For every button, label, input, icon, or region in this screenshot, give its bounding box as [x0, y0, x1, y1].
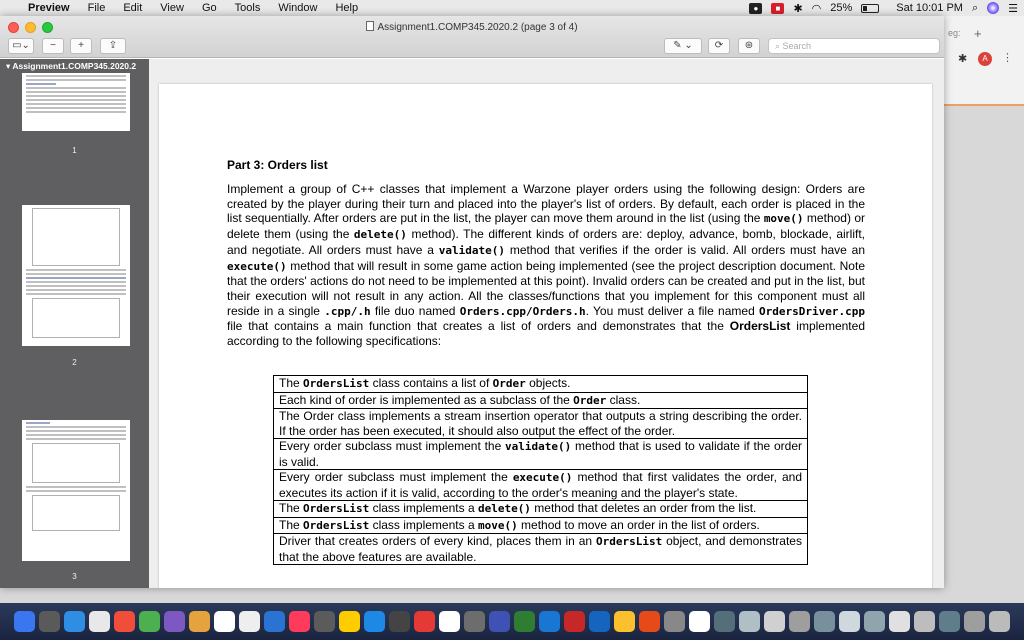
text-run: Every order subclass must implement the: [279, 439, 506, 453]
preview-window: [0, 16, 944, 588]
text-run: class implements a: [369, 517, 478, 532]
text-run: objects.: [525, 376, 571, 390]
table-row: [274, 470, 808, 501]
sidebar-doc-title[interactable]: ▾ Assignment1.COMP345.2020.2: [6, 61, 137, 71]
text-run: The: [279, 517, 304, 532]
dock-app-icon[interactable]: [814, 611, 835, 632]
text-run: method that deletes an order from the list.: [530, 501, 757, 515]
markup-pen-button[interactable]: ✎ ⌄: [664, 38, 702, 54]
dock-app-icon[interactable]: [314, 611, 335, 632]
dock-app-icon[interactable]: [664, 611, 685, 632]
dock-app-icon[interactable]: [714, 611, 735, 632]
table-row: [274, 501, 808, 518]
text-run: The: [279, 501, 304, 515]
page-thumbnail-3[interactable]: [22, 420, 130, 561]
code-token: validate(): [505, 440, 572, 453]
dock-app-icon[interactable]: [889, 611, 910, 632]
table-row: [274, 534, 808, 565]
code-token: OrdersList: [303, 377, 370, 390]
table-cell: [274, 392, 808, 409]
text-run: class.: [606, 392, 641, 407]
table-cell: [274, 470, 808, 501]
menu-view[interactable]: View: [160, 2, 184, 14]
new-tab-icon[interactable]: +: [974, 26, 982, 41]
dock-app-icon[interactable]: [39, 611, 60, 632]
dock-app-icon[interactable]: [164, 611, 185, 632]
dock-app-icon[interactable]: [539, 611, 560, 632]
text-run: file that contains a main function that creates a list of orders and demonstrates that the: [227, 319, 730, 334]
dock-app-icon[interactable]: [864, 611, 885, 632]
dock-app-icon[interactable]: [139, 611, 160, 632]
status-area: [749, 0, 1018, 16]
text-run: method). The different kinds of orders are: deploy, advance, bomb, blockade, airlift, and negotiate. All orders must have a: [227, 227, 866, 257]
code-token: OrdersList: [303, 518, 370, 532]
screen-record-icon[interactable]: ●: [749, 3, 762, 14]
dock-app-icon[interactable]: [439, 611, 460, 632]
text-run: method that verifies if the order is valid. All orders must have an: [505, 242, 865, 257]
battery-percent[interactable]: 25%: [830, 2, 853, 14]
dock-app-icon[interactable]: [414, 611, 435, 632]
table-cell: [274, 439, 808, 470]
thumbnail-sidebar[interactable]: [0, 59, 149, 588]
dock-app-icon[interactable]: [364, 611, 385, 632]
code-token: Order: [573, 393, 607, 407]
sidebar-toggle-button[interactable]: ▭⌄: [8, 38, 34, 54]
code-token: Orders.cpp/Orders.h: [459, 304, 586, 318]
dock-app-icon[interactable]: [339, 611, 360, 632]
sidebar-doc-name: Assignment1.COMP345.2020.2: [12, 61, 137, 71]
text-run: Each kind of order is implemented as a subclass of the: [279, 392, 574, 407]
siri-icon[interactable]: [987, 2, 999, 14]
menu-help[interactable]: Help: [335, 2, 359, 14]
window-title-text: Assignment1.COMP345.2020.2 (page 3 of 4): [377, 22, 578, 33]
table-row: [274, 409, 808, 439]
code-token: execute(): [512, 471, 573, 484]
code-token: .cpp/.h: [324, 304, 371, 318]
markup-toolbar-button[interactable]: ⊛: [738, 38, 760, 54]
dock-app-icon[interactable]: [14, 611, 35, 632]
code-token: validate(): [438, 243, 506, 257]
dock-app-icon[interactable]: [389, 611, 410, 632]
pdf-page: [159, 84, 932, 588]
text-run: method that is used to validate if the order is valid.: [279, 439, 802, 469]
menu-window[interactable]: Window: [278, 2, 318, 14]
table-cell: [274, 409, 808, 439]
dock-app-icon[interactable]: [914, 611, 935, 632]
search-input[interactable]: ⌕ Search: [768, 38, 940, 54]
avatar[interactable]: A: [978, 52, 992, 66]
dock-app-icon[interactable]: [614, 611, 635, 632]
dock-app-icon[interactable]: [689, 611, 710, 632]
code-token: move(): [477, 518, 518, 532]
dock-app-icon[interactable]: [739, 611, 760, 632]
page-thumbnail-1[interactable]: [22, 73, 130, 131]
code-token: OrdersList: [595, 535, 663, 548]
table-row: [274, 517, 808, 534]
battery-icon[interactable]: [861, 4, 879, 13]
page-number-2: 2: [72, 358, 77, 367]
search-placeholder: Search: [782, 41, 812, 51]
dock-app-icon[interactable]: [239, 611, 260, 632]
dock-app-icon[interactable]: [639, 611, 660, 632]
dock-app-icon[interactable]: [264, 611, 285, 632]
extension-icon[interactable]: ✱: [958, 53, 968, 65]
code-token: delete(): [353, 228, 407, 242]
notification-center-icon[interactable]: ☰: [1008, 2, 1018, 15]
page-thumbnail-2[interactable]: [22, 205, 130, 346]
background-window: [944, 16, 1024, 106]
rotate-button[interactable]: ⟳: [708, 38, 730, 54]
body-paragraph: [227, 182, 865, 349]
document-icon: [366, 21, 374, 31]
share-button[interactable]: ⇪: [100, 38, 126, 54]
dock-app-icon[interactable]: [289, 611, 310, 632]
menu-go[interactable]: Go: [201, 2, 217, 14]
menu-file[interactable]: File: [87, 2, 106, 14]
section-title: Part 3: Orders list: [227, 158, 328, 172]
dock-app-icon[interactable]: [514, 611, 535, 632]
text-run: Driver that creates orders of every kind, places them in an: [279, 534, 596, 548]
menubar-clock[interactable]: Sat 10:01 PM: [896, 2, 963, 14]
dock-app-icon[interactable]: [964, 611, 985, 632]
recorder-icon[interactable]: ■: [771, 3, 784, 14]
code-token: OrdersList: [303, 502, 370, 515]
code-token: delete(): [477, 502, 531, 515]
bold-text: OrdersList: [729, 319, 791, 334]
zoom-out-button[interactable]: −: [42, 38, 64, 54]
dock-app-icon[interactable]: [764, 611, 785, 632]
title-bar: [0, 16, 944, 58]
code-token: OrdersDriver.cpp: [759, 304, 866, 318]
table-cell: [274, 501, 808, 518]
text-run: method) or delete them (using the: [227, 211, 865, 242]
document-view[interactable]: [149, 59, 944, 588]
wifi-icon[interactable]: ◠: [811, 2, 822, 15]
dock-app-icon[interactable]: [189, 611, 210, 632]
spotlight-icon[interactable]: ⌕: [971, 1, 979, 14]
table-cell: [274, 517, 808, 534]
menu-preview[interactable]: Preview: [28, 2, 70, 14]
code-token: Order: [492, 377, 526, 390]
specification-table: [273, 375, 808, 565]
menu-bar: [0, 0, 1024, 16]
dock-app-icon[interactable]: [489, 611, 510, 632]
dock-app-icon[interactable]: [989, 611, 1010, 632]
code-token: execute(): [227, 259, 287, 273]
text-run: Every order subclass must implement the: [279, 470, 513, 484]
bluetooth-icon[interactable]: ✱: [793, 2, 803, 15]
text-run: method that first validates the order, and executes its action if it is valid, according to the order's meaning and the player's state.: [279, 470, 802, 500]
dock-app-icon[interactable]: [114, 611, 135, 632]
code-token: move(): [763, 212, 804, 226]
table-row: [274, 392, 808, 409]
text-run: class implements a: [369, 501, 478, 515]
dock-app-icon[interactable]: [64, 611, 85, 632]
text-run: method to move an order in the list of orders.: [517, 517, 760, 532]
dock-app-icon[interactable]: [464, 611, 485, 632]
dock-app-icon[interactable]: [89, 611, 110, 632]
table-row: [274, 439, 808, 470]
text-run: file duo named: [370, 303, 460, 318]
page-number-1: 1: [72, 146, 77, 155]
table-row: [274, 376, 808, 393]
dock-app-icon[interactable]: [589, 611, 610, 632]
table-cell: [274, 534, 808, 565]
text-run: Implement a group of C++ classes that implement a Warzone player orders using the following design: Orders are created by the player during their turn and placed into the player's list of orders. By default, each order is placed in the list sequentially. After orders are put in the list, the player can move them around in the list (using the: [227, 182, 865, 226]
text-run: . You must deliver a file named: [585, 303, 760, 318]
text-run: object, and demonstrates that the above features are available.: [279, 534, 802, 564]
text-run: The Order class implements a stream insertion operator that outputs a string describing the order. If the order has been executed, it should also output the effect of the order.: [279, 409, 802, 438]
text-run: class contains a list of: [369, 376, 493, 390]
table-cell: [274, 376, 808, 393]
background-tab-fragment: eg:: [948, 28, 961, 38]
dock-app-icon[interactable]: [839, 611, 860, 632]
text-run: method that will result in some game action being implemented (see the project description document. Note that the orders' actions do not need to be implemented at this point). Invalid orders can be created and put in the list, but their execution will not result in any action. All the classes/functions that you implement for this component must all reside in a single: [227, 258, 865, 318]
menu-tools[interactable]: Tools: [234, 2, 261, 14]
dock-app-icon[interactable]: [939, 611, 960, 632]
zoom-in-button[interactable]: +: [70, 38, 92, 54]
dock-app-icon[interactable]: [214, 611, 235, 632]
more-menu-icon[interactable]: ⋮: [1002, 52, 1013, 64]
dock-app-icon[interactable]: [564, 611, 585, 632]
page-number-3: 3: [72, 572, 77, 581]
window-title: [0, 21, 944, 33]
text-run: The: [279, 376, 304, 390]
text-run: implemented according to the following specifications:: [227, 319, 865, 349]
dock: [0, 603, 1024, 640]
dock-app-icon[interactable]: [789, 611, 810, 632]
menu-edit[interactable]: Edit: [123, 2, 143, 14]
